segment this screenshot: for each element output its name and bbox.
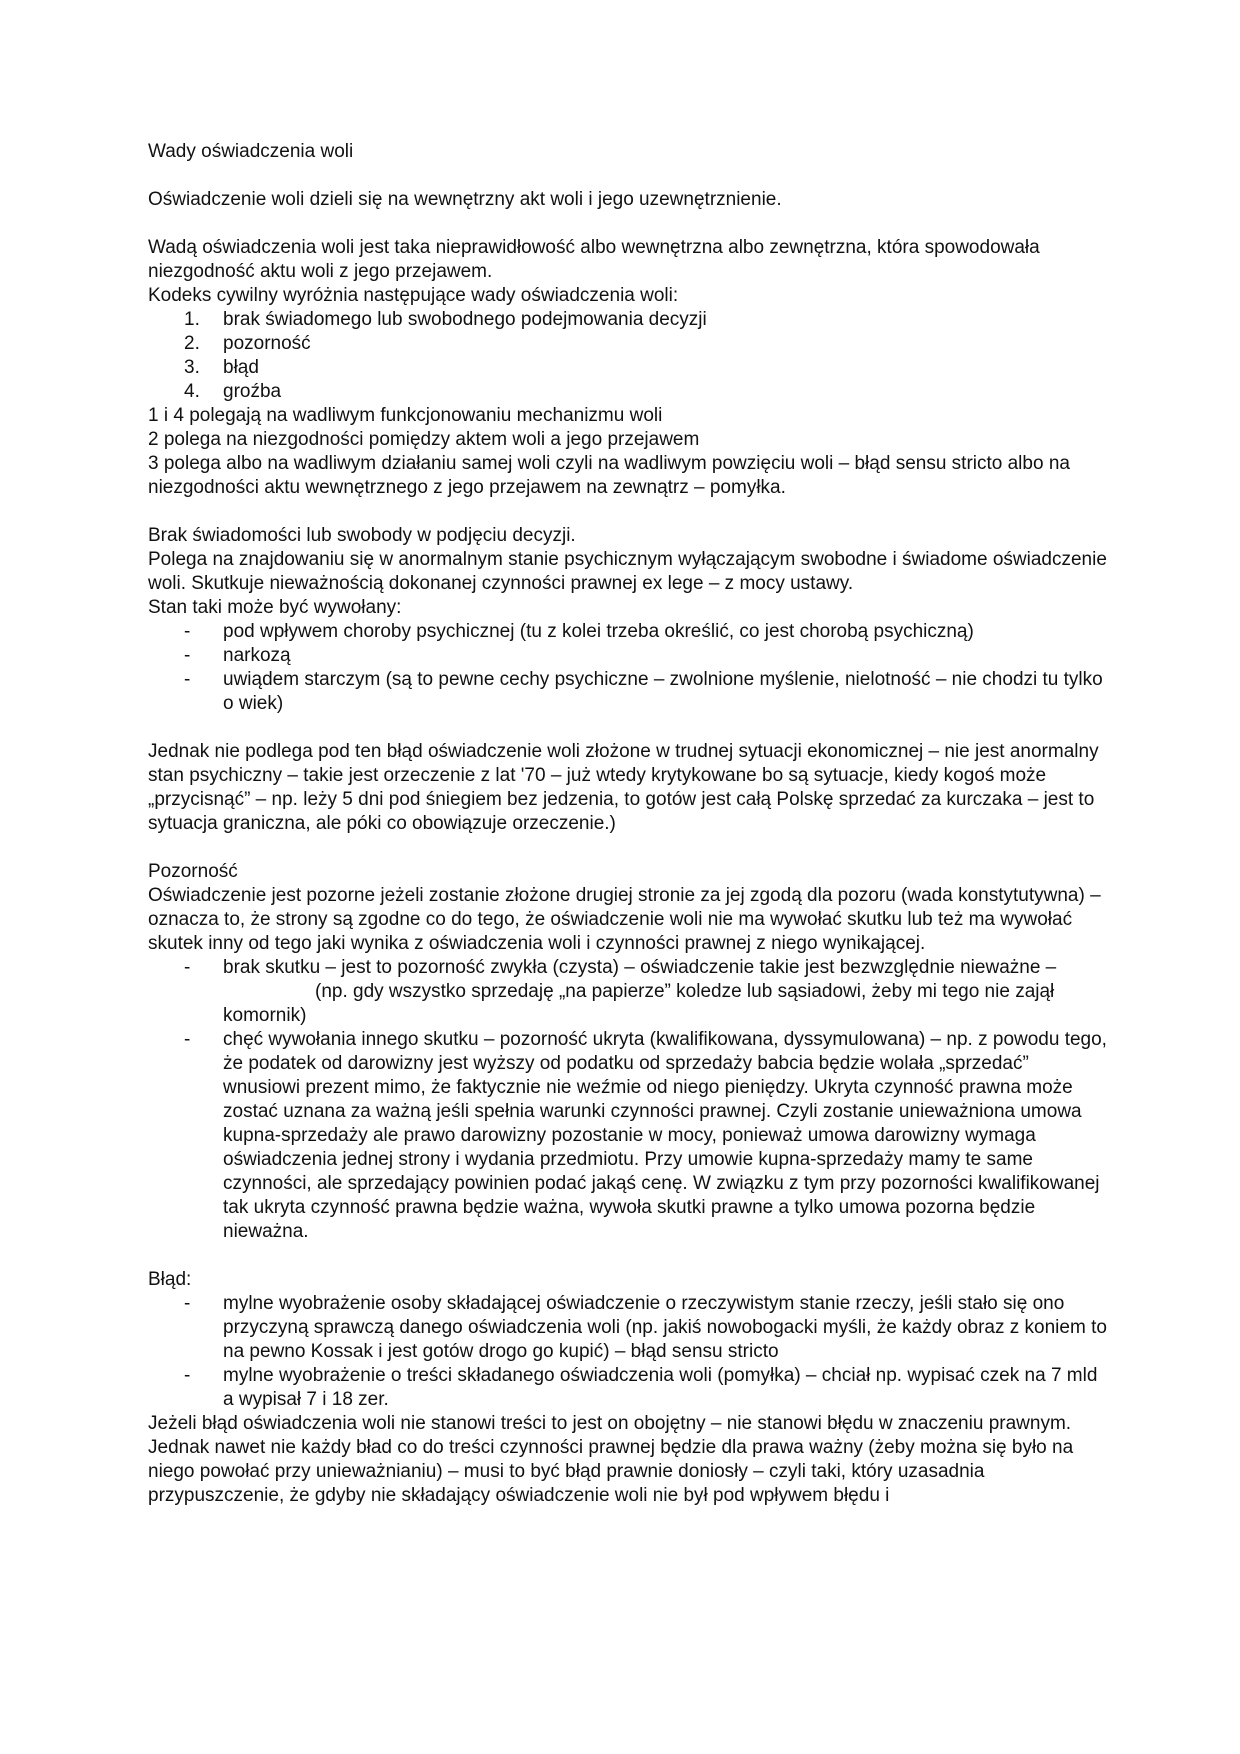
list-item: - uwiądem starczym (są to pewne cechy psychiczne – zwolnione myślenie, nielotność – nie chodzi tu tylko o wiek) (184, 669, 1103, 714)
list-item: - brak skutku – jest to pozorność zwykła (czysta) – oświadczenie takie jest bezwzględnie nieważne –(np. gdy wszystko sprzedaję „na papierze” koledze lub sąsiadowi, żeby mi tego nie zajął komornik) (184, 957, 1057, 1026)
list-item: - pod wpływem choroby psychicznej (tu z kolei trzeba określić, co jest chorobą psychiczną) (184, 621, 974, 642)
blad-list (148, 1292, 1108, 1412)
brak-note: Jednak nie podlega pod ten błąd oświadczenie woli złożone w trudnej sytuacji ekonomicznej – nie jest anormalny stan psychiczny – takie jest orzeczenie z lat '70 – już wtedy krytykowane bo są sytuacje, kiedy kogoś może „przycisnąć” – np. leży 5 dni pod śniegiem bez jedzenia, to gotów jest całą Polskę sprzedać za kurczaka – jest to sytuacja graniczna, ale póki co obowiązuje orzeczenie.) (148, 741, 1099, 834)
wady-list (148, 308, 1108, 404)
list-item: - mylne wyobrażenie o treści składanego oświadczenia woli (pomyłka) – chciał np. wypisać czek na 7 mld a wypisał 7 i 18 zer. (184, 1365, 1098, 1410)
document-title: Wady oświadczenia woli (148, 141, 354, 162)
list-item: - chęć wywołania innego skutku – pozorność ukryta (kwalifikowana, dyssymulowana) – np. z powodu tego, że podatek od darowizny jest wyższy od podatku od sprzedaży babcia będzie wolała „sprzedać” wnusiowi prezent mimo, że faktycznie nie weźmie od niego pieniędzy. Ukryta czynność prawna może zostać uznana za ważną jeśli spełnia warunki czynności prawnej. Czyli zostanie unieważniona umowa kupna-sprzedaży ale prawo darowizny pozostanie w mocy, ponieważ umowa darowizny wymaga oświadczenia jednej strony i wydania przedmiotu. Przy umowie kupna-sprzedaży mamy te same czynności, ale sprzedający powinien podać jakąś cenę. W związku z tym przy pozorności kwalifikowanej tak ukryta czynność prawna będzie ważna, wywoła skutki prawne a tylko umowa pozorna będzie nieważna. (184, 1029, 1107, 1242)
list-item: - narkozą (184, 645, 291, 666)
pozornosc-list (148, 956, 1108, 1244)
section-heading-blad: Błąd: (148, 1269, 192, 1290)
list-item: 1. brak świadomego lub swobodnego podejmowania decyzji (184, 309, 707, 330)
pozornosc-body: Oświadczenie jest pozorne jeżeli zostanie złożone drugiej stronie za jej zgodą dla pozoru (wada konstytutywna) – oznacza to, że strony są zgodne co do tego, że oświadczenie woli nie ma wywołać skutku lub też ma wywołać skutek inny od tego jaki wynika z oświadczenia woli i czynności prawnej z niego wynikającej. (148, 885, 1101, 954)
section-heading-brak: Brak świadomości lub swobody w podjęciu decyzji. (148, 525, 576, 546)
document-page (148, 140, 1108, 1508)
list-item: 3. błąd (184, 357, 259, 378)
blad-para: Jednak nawet nie każdy bład co do treści czynności prawnej będzie dla prawa ważny (żeby można się było na niego powołać przy unieważnianiu) – musi to być błąd prawnie doniosły – czyli taki, który uzasadnia przypuszczenie, że gdyby nie składający oświadczenie woli nie był pod wpływem błędu i (148, 1437, 1074, 1506)
note-line: 2 polega na niezgodności pomiędzy aktem woli a jego przejawem (148, 429, 700, 450)
intro-paragraph: Oświadczenie woli dzieli się na wewnętrzny akt woli i jego uzewnętrznienie. (148, 189, 782, 210)
blad-para: Jeżeli błąd oświadczenia woli nie stanowi treści to jest on obojętny – nie stanowi błędu w znaczeniu prawnym. (148, 1413, 1072, 1434)
list-item: 2. pozorność (184, 333, 311, 354)
note-line: 3 polega albo na wadliwym działaniu samej woli czyli na wadliwym powzięciu woli – błąd sensu stricto albo na niezgodności aktu wewnętrznego z jego przejawem na zewnątrz – pomyłka. (148, 453, 1070, 498)
list-item: - mylne wyobrażenie osoby składającej oświadczenie o rzeczywistym stanie rzeczy, jeśli stało się ono przyczyną sprawczą danego oświadczenia woli (np. jakiś nowobogacki myśli, że każdy obraz z koniem to na pewno Kossak i jest gotów drogo go kupić) – błąd sensu stricto (184, 1293, 1107, 1362)
definition-paragraph: Wadą oświadczenia woli jest taka nieprawidłowość albo wewnętrzna albo zewnętrzna, która spowodowała niezgodność aktu woli z jego przejawem. (148, 237, 1040, 282)
brak-lead: Stan taki może być wywołany: (148, 597, 402, 618)
brak-list (148, 620, 1108, 716)
brak-body: Polega na znajdowaniu się w anormalnym stanie psychicznym wyłączającym swobodne i świadome oświadczenie woli. Skutkuje nieważnością dokonanej czynności prawnej ex lege – z mocy ustawy. (148, 549, 1107, 594)
kodeks-intro: Kodeks cywilny wyróżnia następujące wady oświadczenia woli: (148, 285, 679, 306)
note-line: 1 i 4 polegają na wadliwym funkcjonowaniu mechanizmu woli (148, 405, 663, 426)
section-heading-pozornosc: Pozorność (148, 861, 238, 882)
list-item: 4. groźba (184, 381, 282, 402)
